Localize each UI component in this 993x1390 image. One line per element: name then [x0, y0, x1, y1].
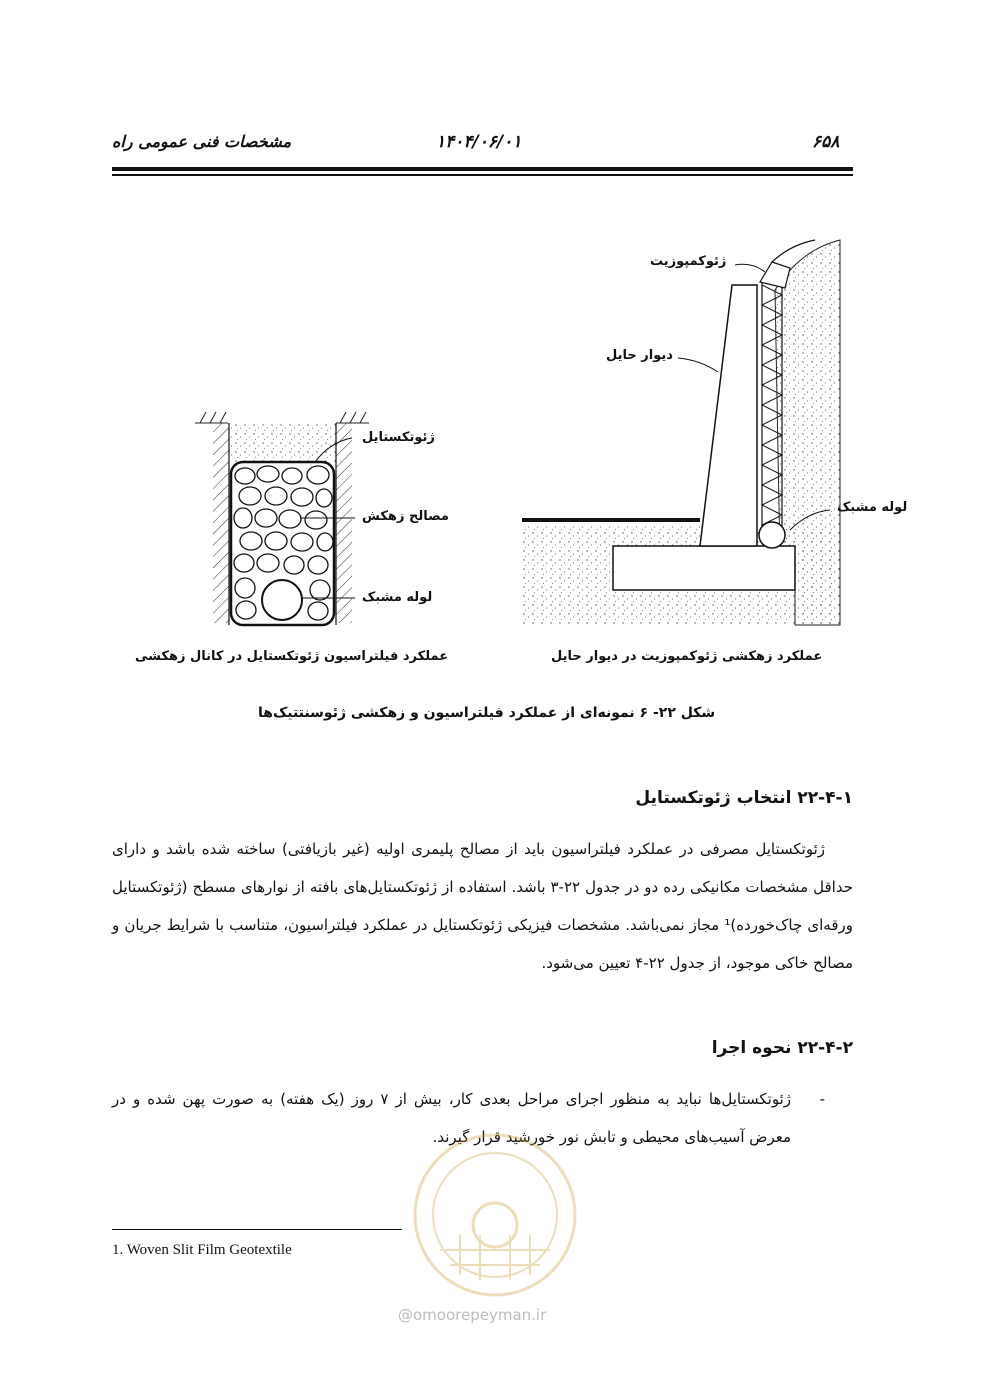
label-wall-perforated-pipe: لوله مشبک — [837, 500, 908, 515]
header-date: ۱۴۰۴/۰۶/۰۱ — [436, 132, 522, 152]
label-retaining-wall: دیوار حایل — [606, 348, 673, 363]
watermark-logo — [380, 1130, 610, 1300]
bullet-text: ژئوتکستایل‌ها نباید به منظور اجرای مراحل بعدی کار، بیش از ۷ روز (یک هفته) به صورت پهن شده و در معرض آسیب‌های محیطی و تابش نور خورشید قرار گیرند. — [112, 1090, 791, 1146]
section-heading-geotextile-selection: ۲۲-۴-۱ انتخاب ژئوتکستایل — [635, 788, 853, 808]
bullet-marker: - — [819, 1090, 825, 1108]
retaining-wall-diagram — [520, 240, 840, 625]
label-trench-perforated-pipe: لوله مشبک — [362, 590, 433, 605]
label-geocomposite: ژئوکمپوزیت — [650, 254, 727, 269]
label-drainage-material: مصالح زهکش — [362, 509, 449, 524]
header-title: مشخصات فنی عمومی راه — [112, 132, 292, 151]
watermark-text: @omoorepeyman.ir — [398, 1306, 547, 1324]
section-heading-execution: ۲۲-۴-۲ نحوه اجرا — [711, 1038, 853, 1058]
caption-retaining-wall: عملکرد زهکشی ژئوکمپوزیت در دیوار حایل — [551, 649, 823, 664]
footnote: 1. Woven Slit Film Geotextile — [112, 1242, 292, 1258]
footnote-rule — [112, 1229, 402, 1230]
caption-drainage-trench: عملکرد فیلتراسیون ژئوتکستایل در کانال زهکشی — [135, 649, 449, 664]
label-geotextile: ژئوتکستایل — [362, 430, 435, 445]
drainage-trench-diagram — [195, 412, 369, 625]
figure-caption: شکل ۲۲- ۶ نمونه‌ای از عملکرد فیلتراسیون و زهکشی ژئوسنتتیک‌ها — [258, 705, 716, 721]
page-number: ۶۵۸ — [812, 132, 840, 152]
section-paragraph-geotextile-selection: ژئوتکستایل مصرفی در عملکرد فیلتراسیون باید از مصالح پلیمری اولیه (غیر بازیافتی) ساخته شده باشد و دارای حداقل مشخصات مکانیکی رده دو در جدول ۲۲-۳ باشد. استفاده از ژئوتکستایل‌های بافته از نوارهای مسطح (ژئوتکستایل ورقه‌ای چاک‌خورده)¹ مجاز نمی‌باشد. مشخصات فیزیکی ژئوتکستایل در عملکرد فیلتراسیون، متناسب با شرایط جریان و مصالح خاکی موجود، از جدول ۲۲-۴ تعیین می‌شود. — [112, 840, 853, 972]
